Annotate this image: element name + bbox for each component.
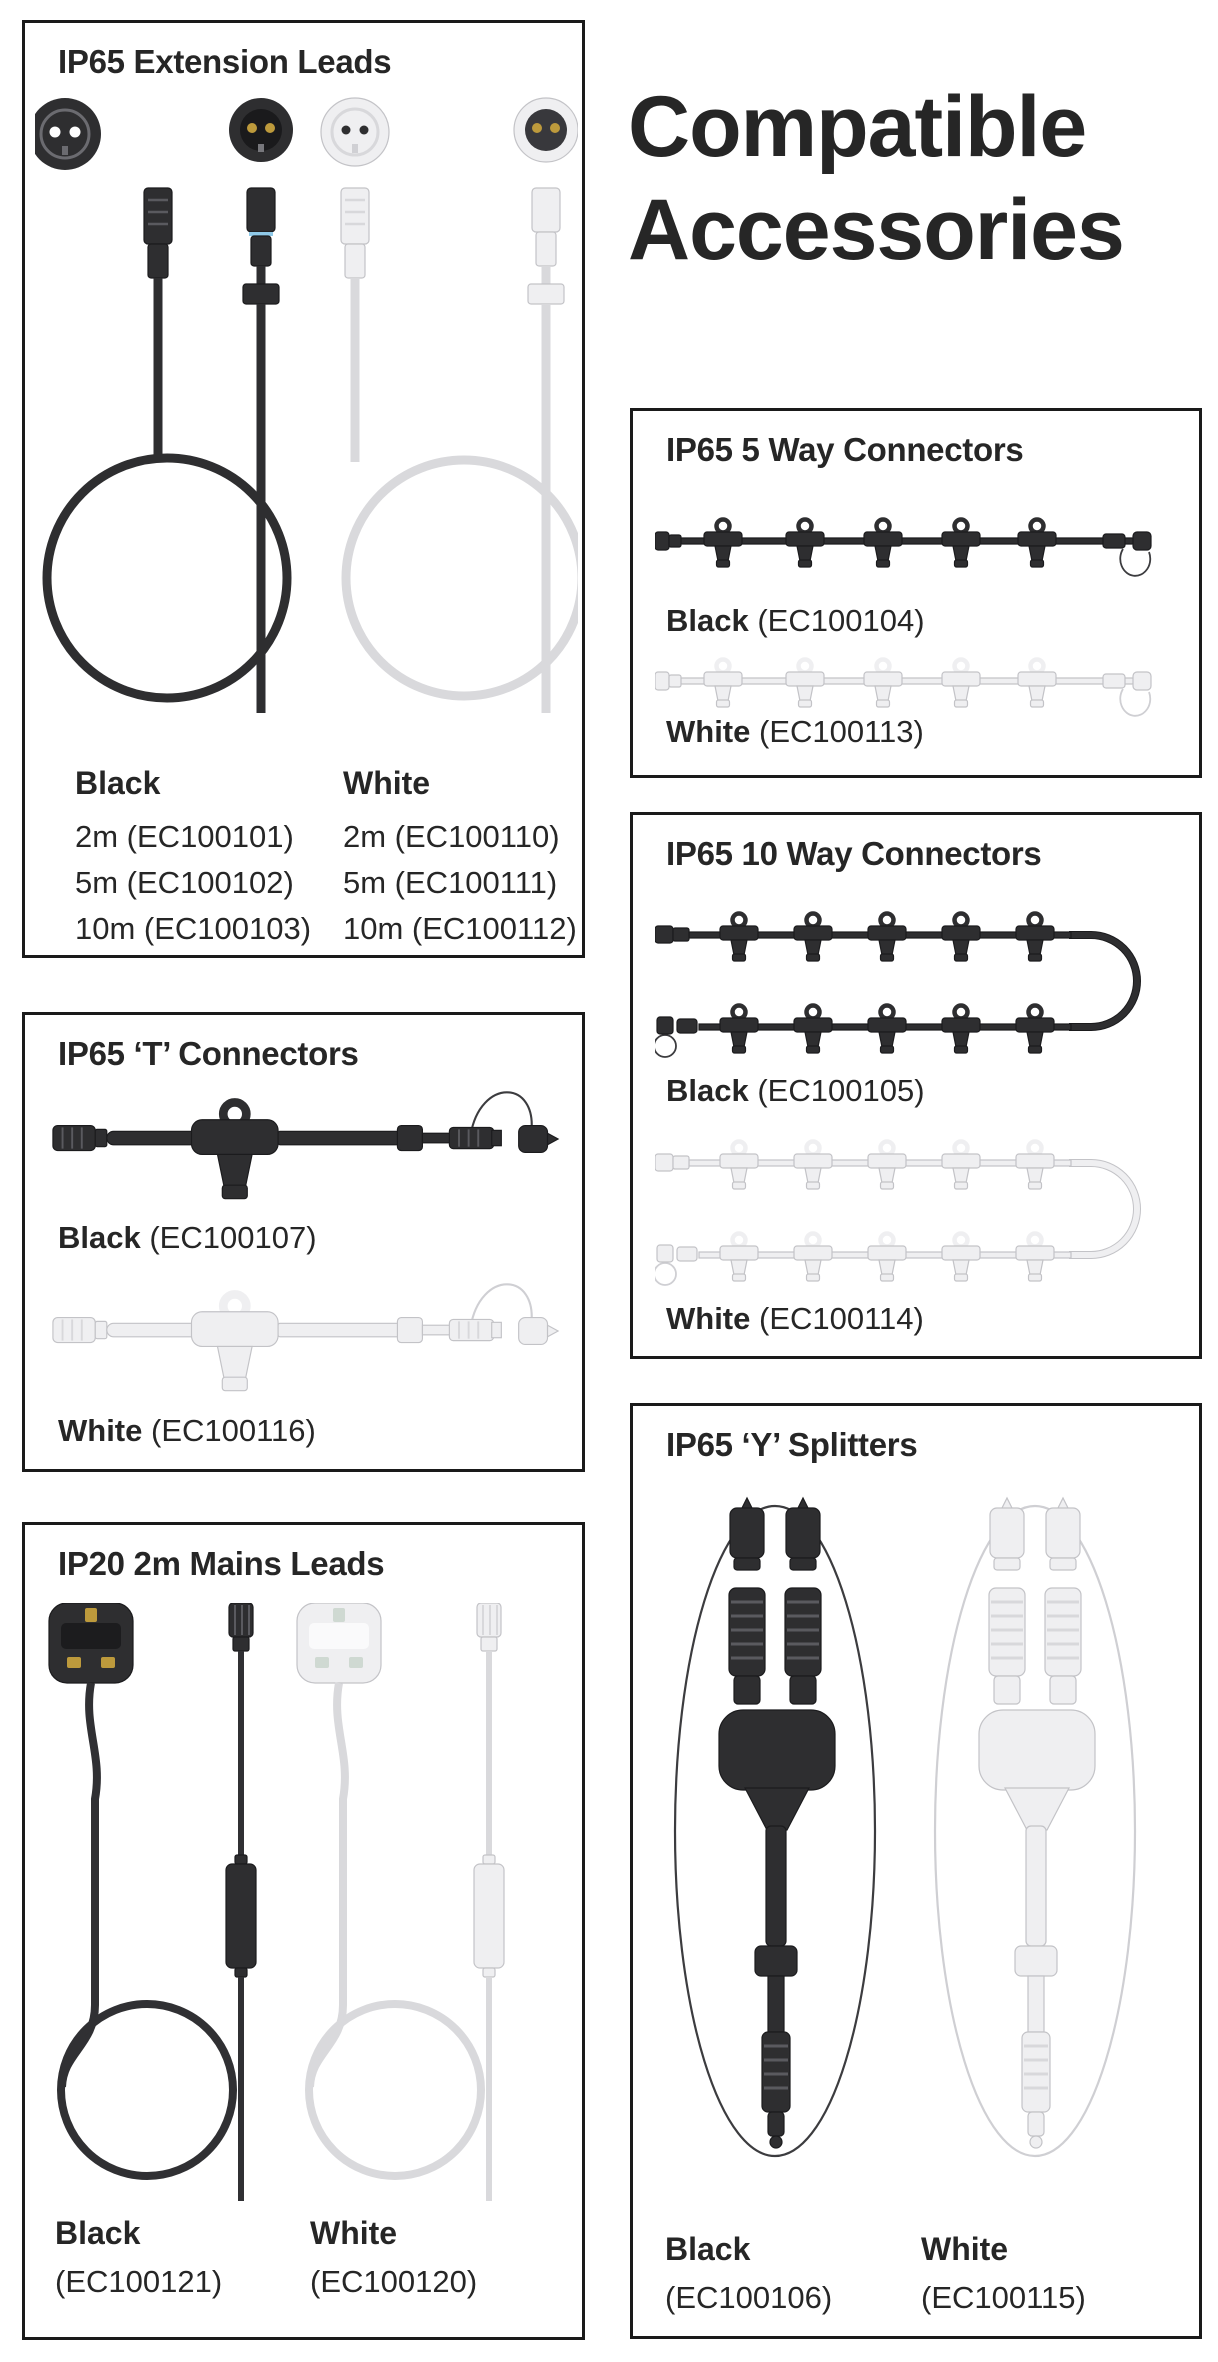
section-t-connectors xyxy=(22,1012,585,1472)
color-name: Black xyxy=(75,765,161,801)
section-title: IP65 10 Way Connectors xyxy=(666,835,1042,872)
color-name: Black xyxy=(666,603,749,638)
extension-leads-illustration xyxy=(35,88,578,713)
section-title: IP65 ‘Y’ Splitters xyxy=(666,1426,918,1463)
section-title: IP65 ‘T’ Connectors xyxy=(58,1035,359,1072)
variant-label xyxy=(666,714,924,750)
product-code: 10m (EC100112) xyxy=(343,911,577,946)
ten-way-black-illustration xyxy=(655,895,1175,1065)
mains-white-label xyxy=(310,2215,477,2304)
color-name: White xyxy=(666,1301,751,1336)
product-code: (EC100113) xyxy=(759,714,924,749)
extension-black-column xyxy=(75,765,311,952)
product-code: 2m (EC100101) xyxy=(75,819,294,854)
product-code: 10m (EC100103) xyxy=(75,911,312,946)
section-ten-way-connectors xyxy=(630,812,1202,1359)
mains-leads-illustration xyxy=(45,1603,568,2203)
page-title xyxy=(628,76,1213,282)
product-code: (EC100106) xyxy=(665,2280,833,2315)
color-name: White xyxy=(666,714,751,749)
section-title: IP20 2m Mains Leads xyxy=(58,1545,385,1582)
color-name: White xyxy=(343,765,431,801)
page-title-line2: Accessories xyxy=(628,182,1124,279)
product-code: 2m (EC100110) xyxy=(343,819,560,854)
section-five-way-connectors xyxy=(630,408,1202,778)
product-code: (EC100116) xyxy=(151,1413,316,1448)
t-connector-white-illustration xyxy=(51,1265,561,1397)
variant-label xyxy=(58,1220,317,1256)
product-code: (EC100107) xyxy=(149,1220,317,1255)
section-mains-leads xyxy=(22,1522,585,2340)
product-code: (EC100105) xyxy=(757,1073,925,1108)
color-name: White xyxy=(310,2215,398,2251)
y-splitter-white-label xyxy=(921,2231,1086,2320)
y-splitters-illustration xyxy=(653,1496,1185,2226)
variant-label xyxy=(666,1073,925,1109)
product-code: 5m (EC100102) xyxy=(75,865,294,900)
color-name: White xyxy=(58,1413,143,1448)
section-y-splitters xyxy=(630,1403,1202,2339)
variant-label xyxy=(58,1413,316,1449)
y-splitter-black-label xyxy=(665,2231,832,2320)
mains-black-label xyxy=(55,2215,222,2304)
product-code: (EC100115) xyxy=(921,2280,1086,2315)
variant-label xyxy=(666,603,925,639)
product-code: (EC100121) xyxy=(55,2264,223,2299)
product-code: (EC100104) xyxy=(757,603,925,638)
section-title: IP65 5 Way Connectors xyxy=(666,431,1024,468)
extension-white-column xyxy=(343,765,577,952)
color-name: Black xyxy=(665,2231,751,2267)
variant-label xyxy=(666,1301,924,1337)
product-code: (EC100114) xyxy=(759,1301,924,1336)
section-extension-leads xyxy=(22,20,585,958)
five-way-black-illustration xyxy=(655,503,1175,581)
t-connector-black-illustration xyxy=(51,1073,561,1205)
color-name: Black xyxy=(55,2215,141,2251)
page-title-line1: Compatible xyxy=(628,79,1087,175)
color-name: Black xyxy=(58,1220,141,1255)
ten-way-white-illustration xyxy=(655,1123,1175,1293)
section-title: IP65 Extension Leads xyxy=(58,43,392,80)
product-code: 5m (EC100111) xyxy=(343,865,558,900)
product-code: (EC100120) xyxy=(310,2264,478,2299)
five-way-white-illustration xyxy=(655,643,1175,721)
color-name: White xyxy=(921,2231,1009,2267)
color-name: Black xyxy=(666,1073,749,1108)
